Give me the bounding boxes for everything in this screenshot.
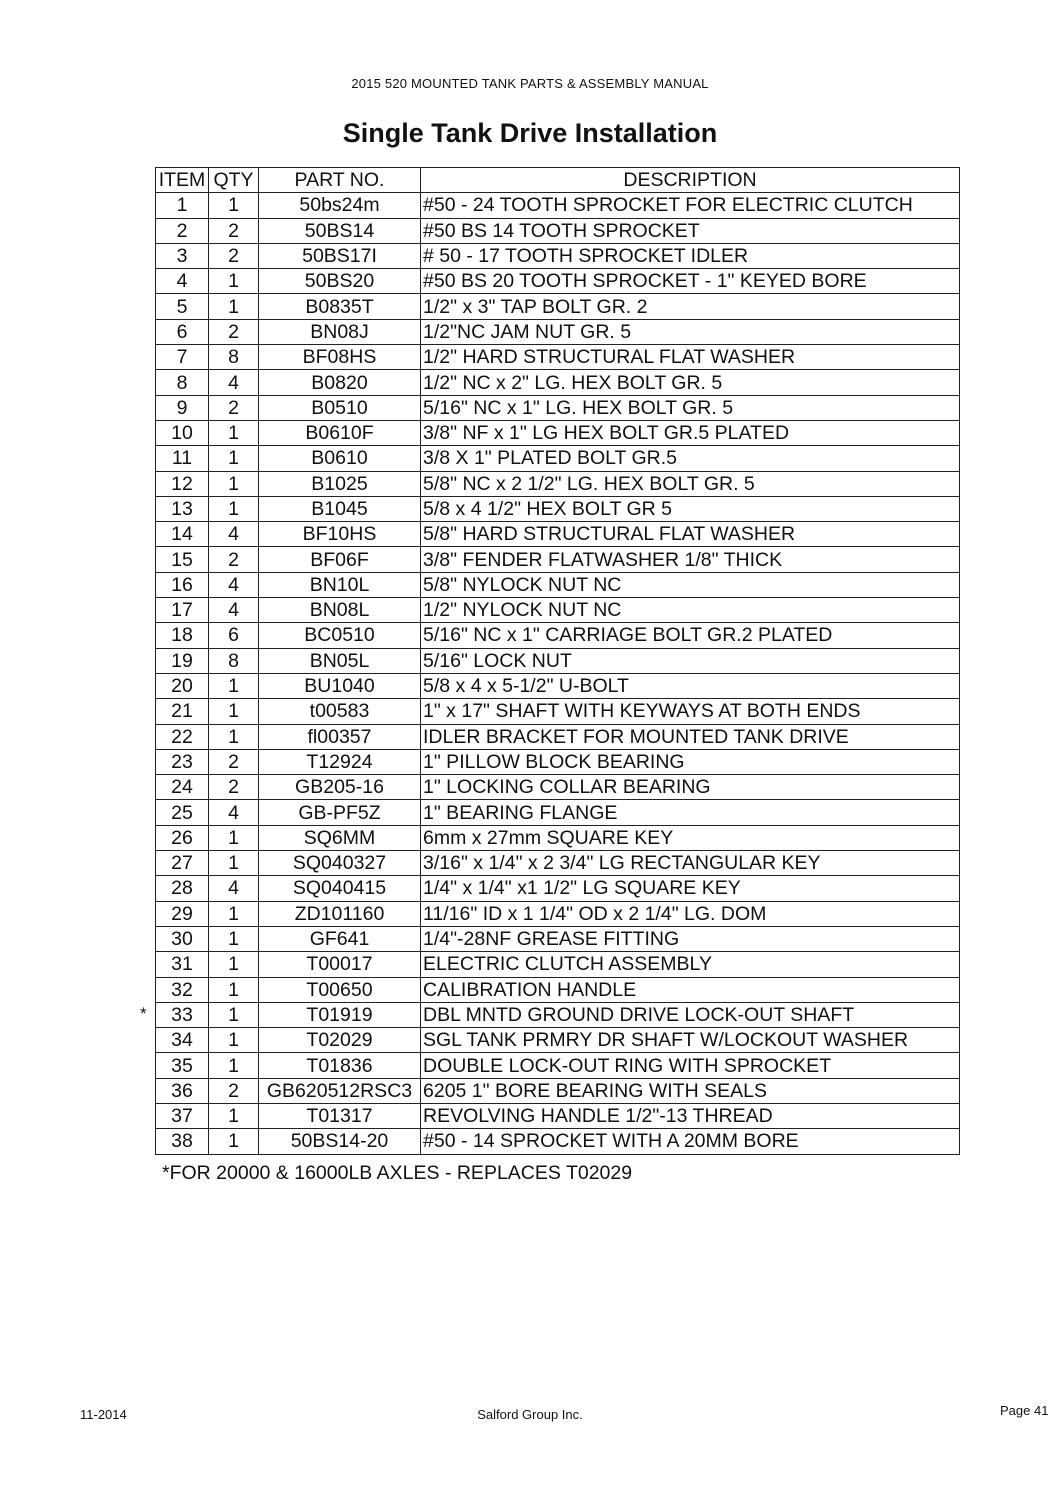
qty-cell: 1: [209, 294, 259, 319]
part-no-cell: T01836: [259, 1053, 421, 1078]
part-no-cell: B0820: [259, 370, 421, 395]
qty-cell: 1: [209, 952, 259, 977]
table-row: [156, 699, 960, 724]
qty-cell: 2: [209, 319, 259, 344]
table-row: [156, 876, 960, 901]
qty-cell: 6: [209, 623, 259, 648]
qty-cell: 1: [209, 496, 259, 521]
table-row: [156, 598, 960, 623]
description-cell: 1/2" NC x 2" LG. HEX BOLT GR. 5: [421, 370, 960, 395]
description-cell: 1" LOCKING COLLAR BEARING: [421, 775, 960, 800]
table-header-row: [156, 168, 960, 193]
column-header-item: ITEM: [156, 168, 209, 193]
table-row: [156, 1103, 960, 1128]
qty-cell: 1: [209, 851, 259, 876]
item-cell: 11: [156, 446, 209, 471]
item-cell: 16: [156, 572, 209, 597]
description-cell: ELECTRIC CLUTCH ASSEMBLY: [421, 952, 960, 977]
qty-cell: 1: [209, 446, 259, 471]
qty-cell: 4: [209, 522, 259, 547]
qty-cell: 2: [209, 395, 259, 420]
item-cell: 22: [156, 724, 209, 749]
item-cell: 28: [156, 876, 209, 901]
qty-cell: 1: [209, 193, 259, 218]
qty-cell: 2: [209, 1078, 259, 1103]
row-marker: *: [140, 1004, 147, 1024]
description-cell: 5/8" NYLOCK NUT NC: [421, 572, 960, 597]
item-cell: 27: [156, 851, 209, 876]
qty-cell: 1: [209, 1028, 259, 1053]
item-cell: 35: [156, 1053, 209, 1078]
part-no-cell: BN08L: [259, 598, 421, 623]
table-row: [156, 243, 960, 268]
description-cell: DBL MNTD GROUND DRIVE LOCK-OUT SHAFT: [421, 1002, 960, 1027]
footer-date: 11-2014: [80, 1407, 127, 1422]
qty-cell: 1: [209, 1053, 259, 1078]
footer-company: Salford Group Inc.: [477, 1407, 583, 1422]
item-cell: 18: [156, 623, 209, 648]
item-cell: 13: [156, 496, 209, 521]
qty-cell: 8: [209, 345, 259, 370]
qty-cell: 1: [209, 1002, 259, 1027]
part-no-cell: B0510: [259, 395, 421, 420]
table-row: [156, 952, 960, 977]
description-cell: #50 - 24 TOOTH SPROCKET FOR ELECTRIC CLUTCH: [421, 193, 960, 218]
description-cell: 3/16" x 1/4" x 2 3/4" LG RECTANGULAR KEY: [421, 851, 960, 876]
qty-cell: 1: [209, 926, 259, 951]
part-no-cell: 50BS14: [259, 218, 421, 243]
description-cell: 6mm x 27mm SQUARE KEY: [421, 825, 960, 850]
table-row: [156, 648, 960, 673]
table-row: [156, 420, 960, 445]
item-cell: 34: [156, 1028, 209, 1053]
part-no-cell: T12924: [259, 749, 421, 774]
table-row: [156, 218, 960, 243]
table-row: [156, 623, 960, 648]
table-row: [156, 901, 960, 926]
table-row: [156, 547, 960, 572]
table-row: [156, 193, 960, 218]
parts-table: [155, 167, 960, 1155]
description-cell: 1" PILLOW BLOCK BEARING: [421, 749, 960, 774]
qty-cell: 1: [209, 471, 259, 496]
qty-cell: 1: [209, 901, 259, 926]
description-cell: # 50 - 17 TOOTH SPROCKET IDLER: [421, 243, 960, 268]
qty-cell: 8: [209, 648, 259, 673]
item-cell: 23: [156, 749, 209, 774]
part-no-cell: B1045: [259, 496, 421, 521]
item-cell: 30: [156, 926, 209, 951]
part-no-cell: 50bs24m: [259, 193, 421, 218]
part-no-cell: T02029: [259, 1028, 421, 1053]
column-header-qty: QTY: [209, 168, 259, 193]
description-cell: 5/16" NC x 1" CARRIAGE BOLT GR.2 PLATED: [421, 623, 960, 648]
description-cell: REVOLVING HANDLE 1/2"-13 THREAD: [421, 1103, 960, 1128]
column-header-description: DESCRIPTION: [421, 168, 960, 193]
description-cell: 1/4"-28NF GREASE FITTING: [421, 926, 960, 951]
table-row: [156, 496, 960, 521]
table-row: [156, 522, 960, 547]
description-cell: 3/8" FENDER FLATWASHER 1/8" THICK: [421, 547, 960, 572]
part-no-cell: GB205-16: [259, 775, 421, 800]
qty-cell: 1: [209, 269, 259, 294]
item-cell: 19: [156, 648, 209, 673]
part-no-cell: B0835T: [259, 294, 421, 319]
table-row: [156, 1053, 960, 1078]
item-cell: 15: [156, 547, 209, 572]
part-no-cell: BC0510: [259, 623, 421, 648]
table-row: [156, 1028, 960, 1053]
description-cell: 5/8 x 4 x 5-1/2" U-BOLT: [421, 673, 960, 698]
qty-cell: 1: [209, 724, 259, 749]
item-cell: 14: [156, 522, 209, 547]
qty-cell: 1: [209, 699, 259, 724]
qty-cell: 2: [209, 218, 259, 243]
item-cell: 21: [156, 699, 209, 724]
qty-cell: 2: [209, 775, 259, 800]
item-cell: 33: [156, 1002, 209, 1027]
page-title: Single Tank Drive Installation: [342, 118, 718, 148]
part-no-cell: fl00357: [259, 724, 421, 749]
footer-page-number: Page 41: [1000, 1403, 1049, 1418]
table-row: [156, 294, 960, 319]
part-no-cell: SQ040327: [259, 851, 421, 876]
description-cell: 1/2" HARD STRUCTURAL FLAT WASHER: [421, 345, 960, 370]
part-no-cell: T00017: [259, 952, 421, 977]
table-row: [156, 572, 960, 597]
qty-cell: 1: [209, 1103, 259, 1128]
table-row: [156, 370, 960, 395]
qty-cell: 1: [209, 420, 259, 445]
part-no-cell: t00583: [259, 699, 421, 724]
footnote: *FOR 20000 & 16000LB AXLES - REPLACES T02029: [162, 1162, 633, 1184]
description-cell: 5/8" HARD STRUCTURAL FLAT WASHER: [421, 522, 960, 547]
table-row: [156, 319, 960, 344]
item-cell: 17: [156, 598, 209, 623]
table-row: [156, 825, 960, 850]
description-cell: 1/2" NYLOCK NUT NC: [421, 598, 960, 623]
item-cell: 5: [156, 294, 209, 319]
description-cell: DOUBLE LOCK-OUT RING WITH SPROCKET: [421, 1053, 960, 1078]
description-cell: 3/8" NF x 1" LG HEX BOLT GR.5 PLATED: [421, 420, 960, 445]
description-cell: #50 - 14 SPROCKET WITH A 20MM BORE: [421, 1129, 960, 1154]
part-no-cell: 50BS17I: [259, 243, 421, 268]
description-cell: 1/4" x 1/4" x1 1/2" LG SQUARE KEY: [421, 876, 960, 901]
part-no-cell: GF641: [259, 926, 421, 951]
description-cell: SGL TANK PRMRY DR SHAFT W/LOCKOUT WASHER: [421, 1028, 960, 1053]
item-cell: 2: [156, 218, 209, 243]
item-cell: 8: [156, 370, 209, 395]
item-cell: 24: [156, 775, 209, 800]
part-no-cell: B0610: [259, 446, 421, 471]
part-no-cell: BU1040: [259, 673, 421, 698]
table-row: [156, 1129, 960, 1154]
qty-cell: 4: [209, 876, 259, 901]
table-row: [156, 1002, 960, 1027]
part-no-cell: BF10HS: [259, 522, 421, 547]
part-no-cell: GB-PF5Z: [259, 800, 421, 825]
qty-cell: 4: [209, 598, 259, 623]
column-header-part-no: PART NO.: [259, 168, 421, 193]
part-no-cell: BF06F: [259, 547, 421, 572]
part-no-cell: 50BS20: [259, 269, 421, 294]
item-cell: 25: [156, 800, 209, 825]
table-row: [156, 800, 960, 825]
part-no-cell: BF08HS: [259, 345, 421, 370]
item-cell: 1: [156, 193, 209, 218]
description-cell: 6205 1" BORE BEARING WITH SEALS: [421, 1078, 960, 1103]
part-no-cell: BN05L: [259, 648, 421, 673]
part-no-cell: GB620512RSC3: [259, 1078, 421, 1103]
qty-cell: 2: [209, 547, 259, 572]
item-cell: 26: [156, 825, 209, 850]
part-no-cell: B1025: [259, 471, 421, 496]
description-cell: 1/2"NC JAM NUT GR. 5: [421, 319, 960, 344]
part-no-cell: T01317: [259, 1103, 421, 1128]
part-no-cell: BN10L: [259, 572, 421, 597]
part-no-cell: 50BS14-20: [259, 1129, 421, 1154]
table-row: [156, 749, 960, 774]
table-row: [156, 775, 960, 800]
table-row: [156, 471, 960, 496]
table-row: [156, 395, 960, 420]
qty-cell: 1: [209, 1129, 259, 1154]
description-cell: 11/16" ID x 1 1/4" OD x 2 1/4" LG. DOM: [421, 901, 960, 926]
item-cell: 10: [156, 420, 209, 445]
description-cell: 5/16" NC x 1" LG. HEX BOLT GR. 5: [421, 395, 960, 420]
qty-cell: 1: [209, 673, 259, 698]
table-row: [156, 269, 960, 294]
item-cell: 37: [156, 1103, 209, 1128]
description-cell: 5/16" LOCK NUT: [421, 648, 960, 673]
item-cell: 36: [156, 1078, 209, 1103]
item-cell: 9: [156, 395, 209, 420]
qty-cell: 2: [209, 243, 259, 268]
item-cell: 4: [156, 269, 209, 294]
item-cell: 29: [156, 901, 209, 926]
part-no-cell: BN08J: [259, 319, 421, 344]
table-row: [156, 851, 960, 876]
table-row: [156, 926, 960, 951]
item-cell: 31: [156, 952, 209, 977]
item-cell: 12: [156, 471, 209, 496]
qty-cell: 1: [209, 977, 259, 1002]
table-row: [156, 977, 960, 1002]
item-cell: 20: [156, 673, 209, 698]
description-cell: #50 BS 20 TOOTH SPROCKET - 1" KEYED BORE: [421, 269, 960, 294]
table-row: [156, 724, 960, 749]
parts-table-body: [156, 193, 960, 1154]
description-cell: 1" BEARING FLANGE: [421, 800, 960, 825]
part-no-cell: B0610F: [259, 420, 421, 445]
description-cell: IDLER BRACKET FOR MOUNTED TANK DRIVE: [421, 724, 960, 749]
table-row: [156, 1078, 960, 1103]
qty-cell: 2: [209, 749, 259, 774]
table-row: [156, 446, 960, 471]
qty-cell: 4: [209, 370, 259, 395]
part-no-cell: T01919: [259, 1002, 421, 1027]
qty-cell: 1: [209, 825, 259, 850]
table-row: [156, 673, 960, 698]
part-no-cell: SQ6MM: [259, 825, 421, 850]
description-cell: 1" x 17" SHAFT WITH KEYWAYS AT BOTH ENDS: [421, 699, 960, 724]
description-cell: #50 BS 14 TOOTH SPROCKET: [421, 218, 960, 243]
item-cell: 3: [156, 243, 209, 268]
qty-cell: 4: [209, 800, 259, 825]
item-cell: 32: [156, 977, 209, 1002]
description-cell: 3/8 X 1" PLATED BOLT GR.5: [421, 446, 960, 471]
description-cell: 1/2" x 3" TAP BOLT GR. 2: [421, 294, 960, 319]
item-cell: 38: [156, 1129, 209, 1154]
part-no-cell: SQ040415: [259, 876, 421, 901]
part-no-cell: ZD101160: [259, 901, 421, 926]
item-cell: 7: [156, 345, 209, 370]
table-row: [156, 345, 960, 370]
qty-cell: 4: [209, 572, 259, 597]
item-cell: 6: [156, 319, 209, 344]
part-no-cell: T00650: [259, 977, 421, 1002]
description-cell: 5/8 x 4 1/2" HEX BOLT GR 5: [421, 496, 960, 521]
description-cell: 5/8" NC x 2 1/2" LG. HEX BOLT GR. 5: [421, 471, 960, 496]
running-header: 2015 520 MOUNTED TANK PARTS & ASSEMBLY MANUAL: [351, 76, 709, 91]
description-cell: CALIBRATION HANDLE: [421, 977, 960, 1002]
